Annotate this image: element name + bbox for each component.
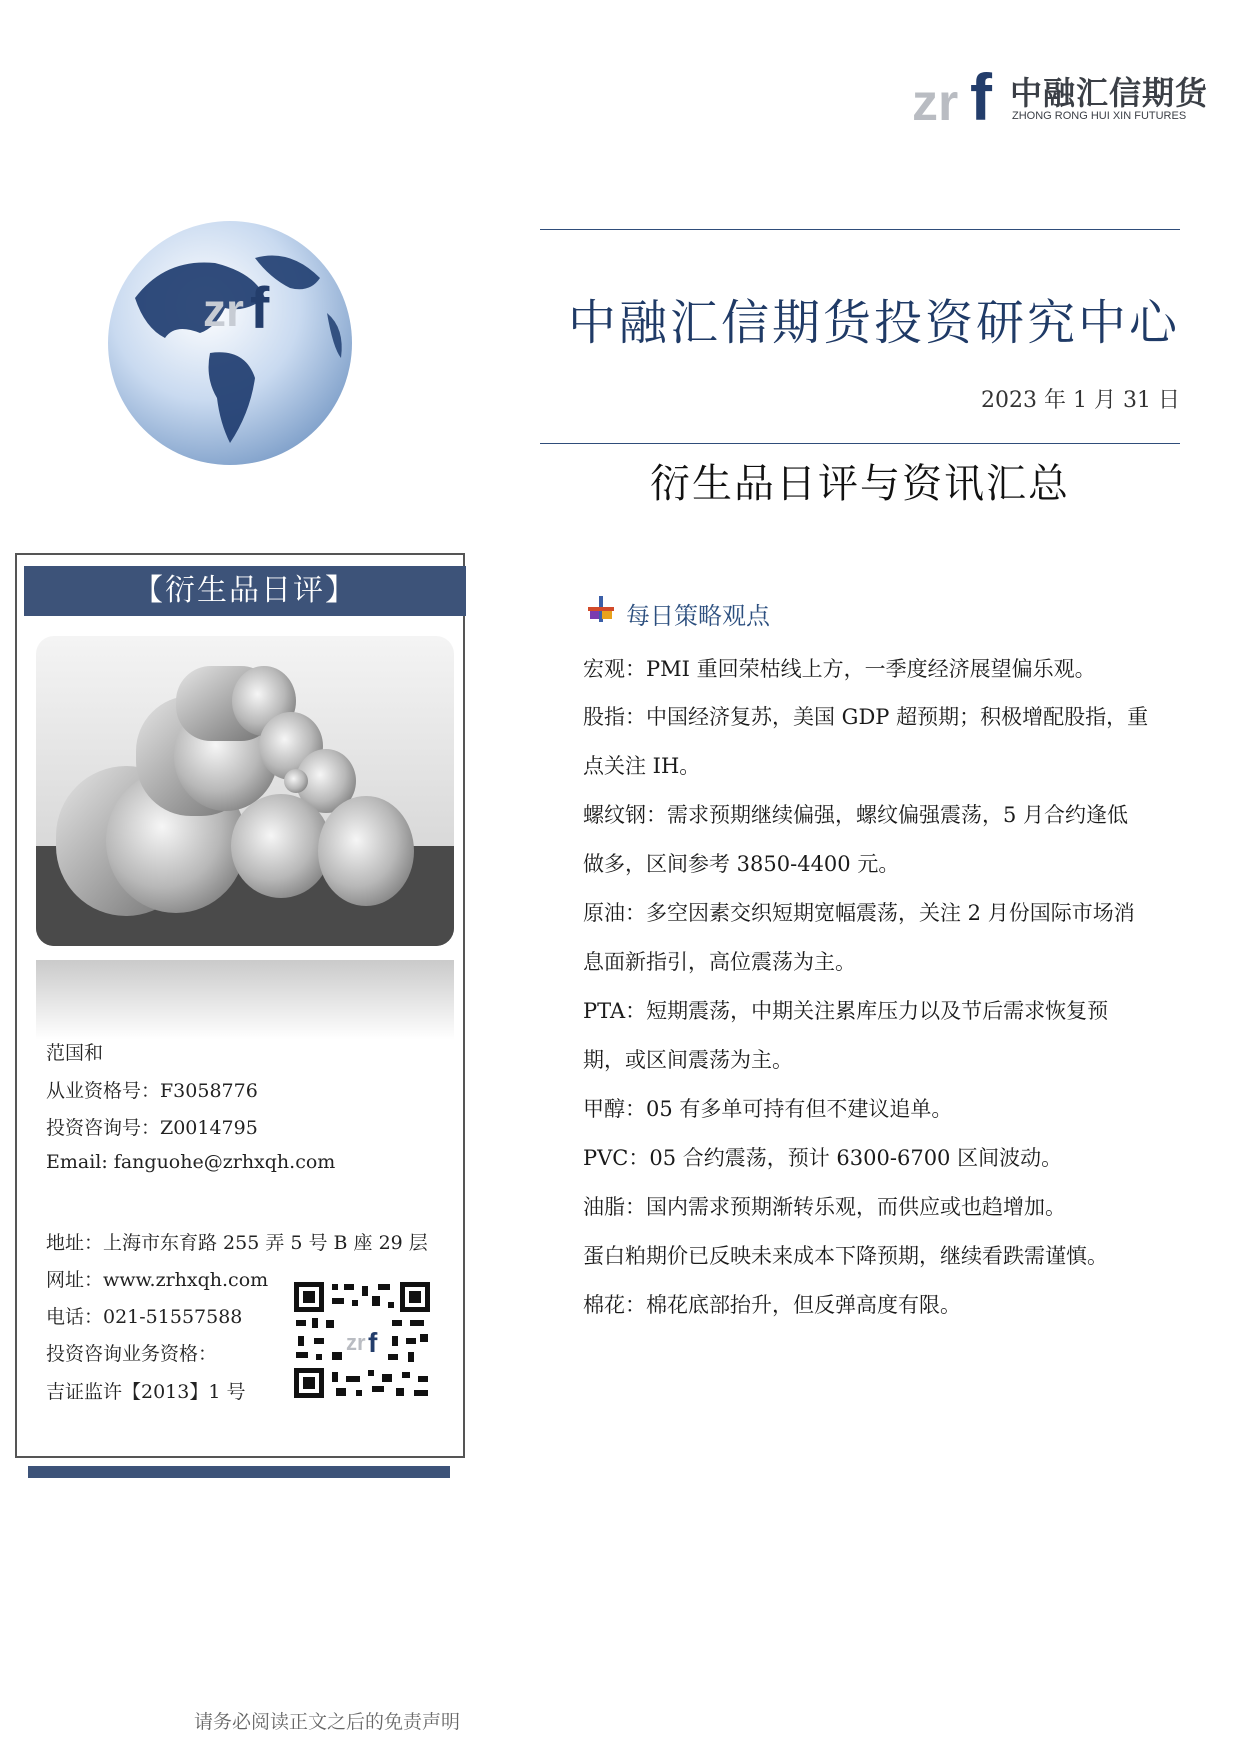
report-date: 2023 年 1 月 31 日 (981, 388, 1180, 413)
disclaimer-footer: 请务必阅读正文之后的免责声明 (194, 1711, 461, 1733)
company-website[interactable]: 网址：www.zrhxqh.com (46, 1269, 269, 1291)
strategy-line: 息面新指引，高位震荡为主。 (583, 950, 856, 974)
license-label: 投资咨询业务资格： (46, 1343, 218, 1365)
strategy-line: 股指：中国经济复苏，美国 GDP 超预期；积极增配股指，重 (583, 705, 1149, 729)
analyst-email[interactable]: Email: fanguohe@zrhxqh.com (46, 1151, 336, 1173)
strategy-section-title: 每日策略观点 (626, 602, 770, 630)
qualification-number: 从业资格号：F3058776 (46, 1080, 258, 1102)
header-mid-rule (540, 443, 1180, 444)
qr-code[interactable] (292, 1280, 432, 1400)
strategy-line: 做多，区间参考 3850-4400 元。 (583, 852, 900, 876)
zrf-logo-mark (912, 60, 993, 130)
svg-text:zr: zr (346, 1330, 366, 1355)
company-address: 地址：上海市东育路 255 弄 5 号 B 座 29 层 (46, 1232, 428, 1254)
strategy-line: 螺纹钢：需求预期继续偏强，螺纹偏强震荡，5 月合约逢低 (583, 803, 1129, 827)
logo-english-name: ZHONG RONG HUI XIN FUTURES (1012, 110, 1187, 122)
company-logo (912, 60, 1012, 130)
svg-text:zr: zr (203, 284, 244, 336)
panel-bottom-bar (28, 1466, 450, 1478)
strategy-line: 油脂：国内需求预期渐转乐观，而供应或也趋增加。 (583, 1195, 1066, 1219)
strategy-section-icon (588, 596, 614, 622)
svg-text:f: f (368, 1327, 378, 1358)
research-center-title: 中融汇信期货投资研究中心 (567, 295, 1180, 351)
svg-text:f: f (250, 276, 270, 341)
steel-bars-photo (36, 636, 454, 946)
strategy-line: 甲醇：05 有多单可持有但不建议追单。 (583, 1097, 953, 1121)
report-title: 衍生品日评与资讯汇总 (650, 461, 1070, 507)
strategy-line: 点关注 IH。 (583, 754, 701, 778)
license-number: 吉证监许【2013】1 号 (46, 1381, 246, 1403)
strategy-line: 棉花：棉花底部抬升，但反弹高度有限。 (583, 1293, 961, 1317)
header-top-rule (540, 229, 1180, 230)
company-phone: 电话：021-51557588 (46, 1306, 243, 1328)
strategy-line: 期，或区间震荡为主。 (583, 1048, 793, 1072)
logo-chinese-name: 中融汇信期货 (1010, 74, 1209, 112)
svg-text:f: f (970, 60, 992, 130)
globe-image (105, 218, 355, 468)
svg-text:zr: zr (912, 74, 959, 130)
consult-number: 投资咨询号：Z0014795 (46, 1117, 258, 1139)
strategy-line: 原油：多空因素交织短期宽幅震荡，关注 2 月份国际市场消 (583, 901, 1135, 925)
analyst-name: 范国和 (46, 1042, 104, 1064)
photo-reflection (36, 960, 454, 1040)
strategy-line: 宏观：PMI 重回荣枯线上方，一季度经济展望偏乐观。 (583, 657, 1096, 681)
strategy-line: PTA：短期震荡，中期关注累库压力以及节后需求恢复预 (583, 999, 1109, 1023)
strategy-line: PVC：05 合约震荡，预计 6300-6700 区间波动。 (583, 1146, 1063, 1170)
panel-heading: 【衍生品日评】 (24, 566, 466, 616)
strategy-line: 蛋白粕期价已反映未来成本下降预期，继续看跌需谨慎。 (583, 1244, 1108, 1268)
